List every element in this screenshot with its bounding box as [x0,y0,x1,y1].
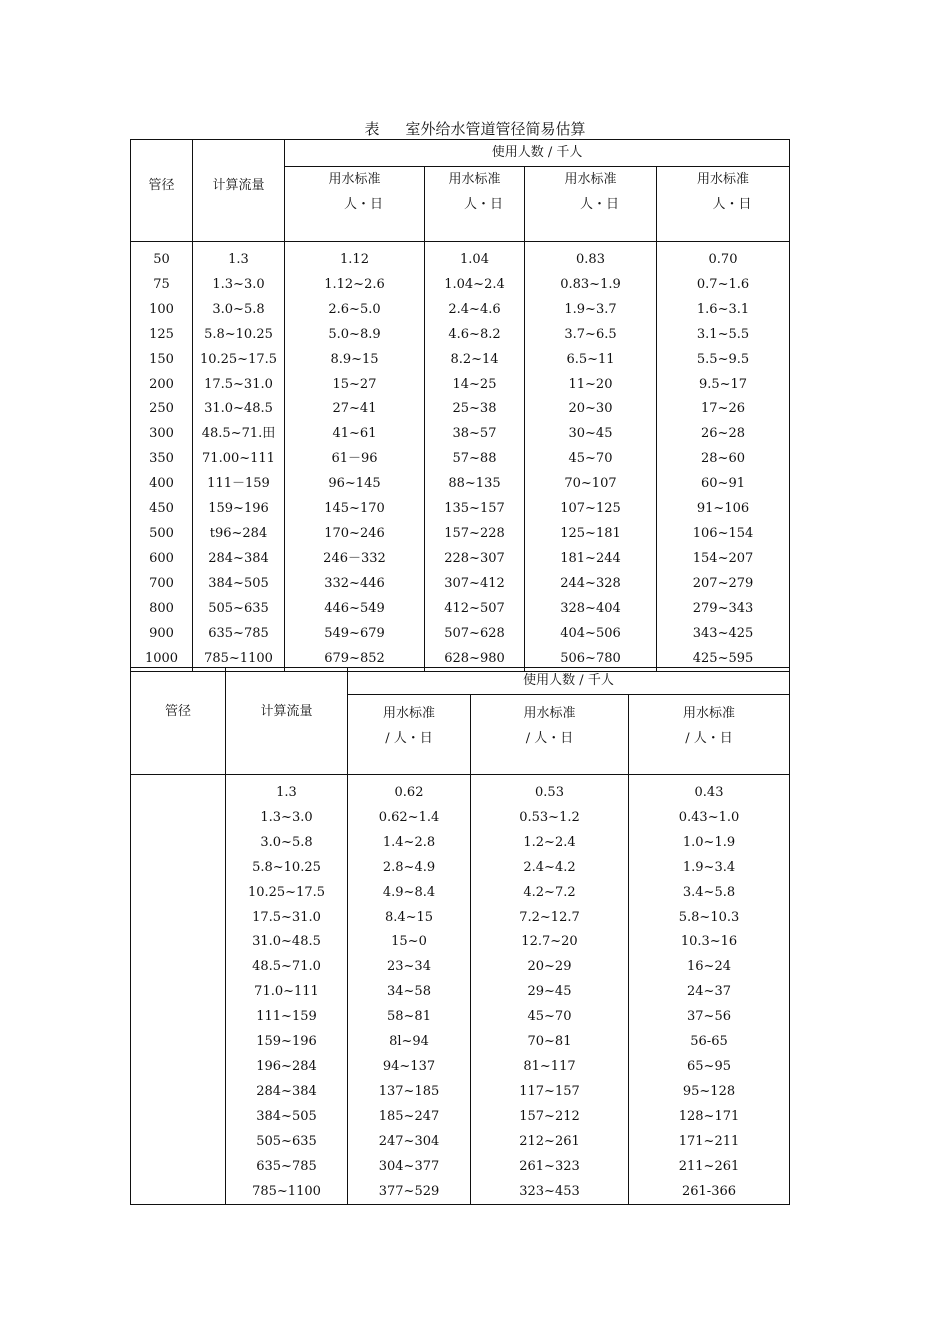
diameter-cell: 500 [131,522,193,547]
header-flow: 计算流量 [226,668,348,775]
title-prefix: 表 [364,120,380,138]
population-cell: 244~328 [525,572,657,597]
flow-cell: 10.25~17.5 [193,348,285,373]
flow-cell: 31.0~48.5 [226,930,348,955]
diameter-cell [131,1180,226,1205]
population-cell: 94~137 [348,1055,471,1080]
diameter-cell: 450 [131,497,193,522]
population-cell: 8.2~14 [425,348,525,373]
population-cell: 61－96 [285,447,425,472]
diameter-cell: 75 [131,273,193,298]
flow-cell: 635~785 [226,1155,348,1180]
table-row [131,622,790,647]
table-title [0,118,950,139]
flow-cell: 111－159 [193,472,285,497]
population-cell: 154~207 [692,550,754,566]
population-cell: 2.4~4.6 [425,298,525,323]
population-cell: 17~26 [701,401,745,417]
header-standard-1 [285,167,425,242]
population-cell: 65~95 [687,1058,731,1074]
table-row [131,1030,790,1055]
table-row [131,906,790,931]
population-cell: 171~211 [678,1133,740,1149]
population-cell: 3.1~5.5 [696,326,750,342]
table-row [131,831,790,856]
header-diameter: 管径 [131,668,226,775]
population-cell: 1.04 [425,248,525,273]
standard-label: 用水标准 [683,706,736,721]
population-cell: 25~38 [425,397,525,422]
title-text: 室外给水管道管径简易估算 [405,120,586,138]
diameter-cell: 150 [131,348,193,373]
population-cell: 117~157 [471,1080,629,1105]
diameter-cell: 400 [131,472,193,497]
population-cell: 45~70 [525,447,657,472]
population-cell: 0.62 [348,781,471,806]
table-row [131,781,790,806]
standard-label: 用水标准 [564,172,617,187]
standard-label: 用水标准 [523,706,576,721]
standard-unit: 人・日 [463,197,503,212]
pipe-diameter-table-1 [130,139,790,672]
table-row [131,298,790,323]
population-cell: 679~852 [285,647,425,672]
population-cell: 628~980 [425,647,525,672]
population-cell: 5.5~9.5 [696,351,750,367]
population-cell: 70~107 [525,472,657,497]
flow-cell: 159~196 [226,1030,348,1055]
population-cell: 88~135 [425,472,525,497]
population-cell: 307~412 [425,572,525,597]
diameter-cell: 350 [131,447,193,472]
population-cell: 2.4~4.2 [471,856,629,881]
diameter-cell: 800 [131,597,193,622]
population-cell: 0.43~1.0 [678,809,740,825]
diameter-cell: 600 [131,547,193,572]
standard-label: 用水标准 [328,172,381,187]
population-cell: 95~128 [682,1083,736,1099]
population-cell: 56-65 [690,1034,728,1050]
standard-unit: 人・日 [712,197,752,212]
flow-cell: 1.3 [193,248,285,273]
diameter-cell: 900 [131,622,193,647]
population-cell: 211~261 [678,1158,740,1174]
population-cell: 15~0 [348,930,471,955]
table-row [131,1080,790,1105]
diameter-cell [131,831,226,856]
population-cell: 1.9~3.7 [525,298,657,323]
population-cell: 185~247 [348,1105,471,1130]
flow-cell: 5.8~10.25 [193,323,285,348]
header-standard-1 [348,695,471,775]
population-cell: 1.6~3.1 [696,301,750,317]
table-row [131,806,790,831]
population-cell: 34~58 [348,980,471,1005]
flow-cell: 5.8~10.25 [226,856,348,881]
population-cell: 10.3~16 [680,934,738,950]
population-cell: 0.70 [708,252,738,267]
flow-cell: 284~384 [193,547,285,572]
population-cell: 279~343 [692,600,754,616]
diameter-cell: 50 [131,248,193,273]
table-row [131,248,790,273]
diameter-cell [131,856,226,881]
table-row [131,447,790,472]
population-cell: 38~57 [425,422,525,447]
diameter-cell [131,980,226,1005]
population-cell: 170~246 [285,522,425,547]
flow-cell: 71.00~111 [193,447,285,472]
standard-label: 用水标准 [697,172,750,187]
population-cell: 0.53~1.2 [471,806,629,831]
diameter-cell: 300 [131,422,193,447]
population-cell: 8l~94 [348,1030,471,1055]
population-cell: 343~425 [692,625,754,641]
population-cell: 9.5~17 [698,376,748,392]
diameter-cell: 700 [131,572,193,597]
population-cell: 228~307 [425,547,525,572]
header-flow: 计算流量 [193,140,285,242]
population-cell: 261~323 [471,1155,629,1180]
flow-cell: 1.3~3.0 [226,806,348,831]
header-standard-2 [471,695,629,775]
diameter-cell [131,1130,226,1155]
population-cell: 207~279 [692,575,754,591]
population-cell: 323~453 [471,1180,629,1205]
flow-cell: 384~505 [226,1105,348,1130]
population-cell: 6.5~11 [525,348,657,373]
diameter-cell [131,881,226,906]
table-row [131,572,790,597]
population-cell: 96~145 [285,472,425,497]
standard-unit: / 人・日 [685,731,733,746]
standard-unit: 人・日 [579,197,619,212]
population-cell: 41~61 [285,422,425,447]
population-cell: 15~27 [285,373,425,398]
flow-cell: 31.0~48.5 [193,397,285,422]
population-cell: 1.9~3.4 [682,859,736,875]
flow-cell: 505~635 [193,597,285,622]
population-cell: 4.9~8.4 [348,881,471,906]
population-cell: 26~28 [701,426,745,442]
population-cell: 4.6~8.2 [425,323,525,348]
header-standard-2 [425,167,525,242]
standard-unit: 人・日 [343,197,383,212]
population-cell: 0.7~1.6 [696,276,750,292]
pipe-diameter-table-2 [130,667,790,1205]
population-cell: 332~446 [285,572,425,597]
population-cell: 0.83~1.9 [525,273,657,298]
population-cell: 58~81 [348,1005,471,1030]
population-cell: 425~595 [692,650,754,666]
flow-cell: 785~1100 [193,647,285,672]
flow-cell: 17.5~31.0 [193,373,285,398]
population-cell: 128~171 [678,1108,740,1124]
population-cell: 125~181 [525,522,657,547]
flow-cell: 284~384 [226,1080,348,1105]
population-cell: 261-366 [681,1183,737,1199]
diameter-cell [131,930,226,955]
table-row [131,955,790,980]
table-row [131,497,790,522]
population-cell: 212~261 [471,1130,629,1155]
flow-cell: 384~505 [193,572,285,597]
population-cell: 7.2~12.7 [471,906,629,931]
diameter-cell [131,1080,226,1105]
standard-unit: / 人・日 [385,731,433,746]
header-standard-3 [629,695,790,775]
diameter-cell [131,1055,226,1080]
diameter-cell [131,781,226,806]
population-cell: 23~34 [348,955,471,980]
flow-cell: 785~1100 [226,1180,348,1205]
diameter-cell: 100 [131,298,193,323]
population-cell: 377~529 [348,1180,471,1205]
population-cell: 20~29 [471,955,629,980]
population-cell: 30~45 [525,422,657,447]
table-row [131,881,790,906]
population-cell: 549~679 [285,622,425,647]
flow-cell: 48.5~71.田 [193,422,285,447]
population-cell: 1.12 [285,248,425,273]
table-row [131,1155,790,1180]
population-cell: 4.2~7.2 [471,881,629,906]
population-cell: 28~60 [701,451,745,467]
population-cell: 16~24 [687,959,731,975]
table-row [131,348,790,373]
table-row [131,930,790,955]
population-cell: 1.2~2.4 [471,831,629,856]
flow-cell: 196~284 [226,1055,348,1080]
diameter-cell [131,1105,226,1130]
diameter-cell [131,955,226,980]
population-cell: 1.04~2.4 [425,273,525,298]
population-cell: 14~25 [425,373,525,398]
population-cell: 412~507 [425,597,525,622]
population-cell: 446~549 [285,597,425,622]
table-row [131,1180,790,1205]
standard-label: 用水标准 [448,172,501,187]
table-row [131,522,790,547]
population-cell: 60~91 [701,476,745,492]
population-cell: 506~780 [525,647,657,672]
flow-cell: 3.0~5.8 [226,831,348,856]
population-cell: 507~628 [425,622,525,647]
population-cell: 27~41 [285,397,425,422]
population-cell: 0.83 [525,248,657,273]
table-row [131,273,790,298]
population-cell: 81~117 [471,1055,629,1080]
table-row [131,472,790,497]
flow-cell: 1.3~3.0 [193,273,285,298]
population-cell: 12.7~20 [471,930,629,955]
header-population-group: 使用人数 / 千人 [348,668,790,695]
population-cell: 157~212 [471,1105,629,1130]
header-population-group: 使用人数 / 千人 [285,140,790,167]
table-row [131,397,790,422]
population-cell: 107~125 [525,497,657,522]
population-cell: 37~56 [687,1009,731,1025]
population-cell: 135~157 [425,497,525,522]
population-cell: 70~81 [471,1030,629,1055]
flow-cell: 159~196 [193,497,285,522]
population-cell: 304~377 [348,1155,471,1180]
table-row [131,373,790,398]
flow-cell: 3.0~5.8 [193,298,285,323]
population-cell: 1.4~2.8 [348,831,471,856]
table-row [131,980,790,1005]
flow-cell: 71.0~111 [226,980,348,1005]
table-row [131,1055,790,1080]
standard-unit: / 人・日 [525,731,574,746]
population-cell: 157~228 [425,522,525,547]
diameter-cell [131,806,226,831]
population-cell: 8.4~15 [348,906,471,931]
table-row [131,1130,790,1155]
population-cell: 106~154 [692,525,754,541]
flow-cell: 505~635 [226,1130,348,1155]
flow-cell: 1.3 [226,781,348,806]
flow-cell: 10.25~17.5 [226,881,348,906]
diameter-cell [131,1005,226,1030]
header-diameter: 管径 [131,140,193,242]
population-cell: 137~185 [348,1080,471,1105]
population-cell: 8.9~15 [285,348,425,373]
flow-cell: t96~284 [193,522,285,547]
flow-cell: 635~785 [193,622,285,647]
population-cell: 5.8~10.3 [678,909,740,925]
population-cell: 24~37 [687,984,731,1000]
population-cell: 11~20 [525,373,657,398]
population-cell: 3.7~6.5 [525,323,657,348]
table-row [131,1105,790,1130]
population-cell: 91~106 [696,501,750,517]
diameter-cell [131,1030,226,1055]
table-row [131,597,790,622]
population-cell: 181~244 [525,547,657,572]
table-row [131,1005,790,1030]
header-standard-4 [657,167,790,242]
diameter-cell [131,906,226,931]
population-cell: 3.4~5.8 [682,884,736,900]
table-row [131,323,790,348]
population-cell: 2.6~5.0 [285,298,425,323]
table-row [131,856,790,881]
population-cell: 0.43 [694,785,724,800]
diameter-cell: 1000 [131,647,193,672]
population-cell: 2.8~4.9 [348,856,471,881]
population-cell: 57~88 [425,447,525,472]
population-cell: 29~45 [471,980,629,1005]
table-row [131,422,790,447]
population-cell: 20~30 [525,397,657,422]
diameter-cell: 125 [131,323,193,348]
population-cell: 145~170 [285,497,425,522]
population-cell: 247~304 [348,1130,471,1155]
flow-cell: 48.5~71.0 [226,955,348,980]
population-cell: 5.0~8.9 [285,323,425,348]
population-cell: 45~70 [471,1005,629,1030]
flow-cell: 111~159 [226,1005,348,1030]
population-cell: 0.62~1.4 [348,806,471,831]
population-cell: 328~404 [525,597,657,622]
diameter-cell: 250 [131,397,193,422]
diameter-cell: 200 [131,373,193,398]
table-row [131,547,790,572]
standard-label: 用水标准 [382,706,435,721]
diameter-cell [131,1155,226,1180]
header-standard-3 [525,167,657,242]
population-cell: 404~506 [525,622,657,647]
population-cell: 246－332 [285,547,425,572]
population-cell: 1.12~2.6 [285,273,425,298]
population-cell: 1.0~1.9 [682,834,736,850]
population-cell: 0.53 [471,781,629,806]
flow-cell: 17.5~31.0 [226,906,348,931]
